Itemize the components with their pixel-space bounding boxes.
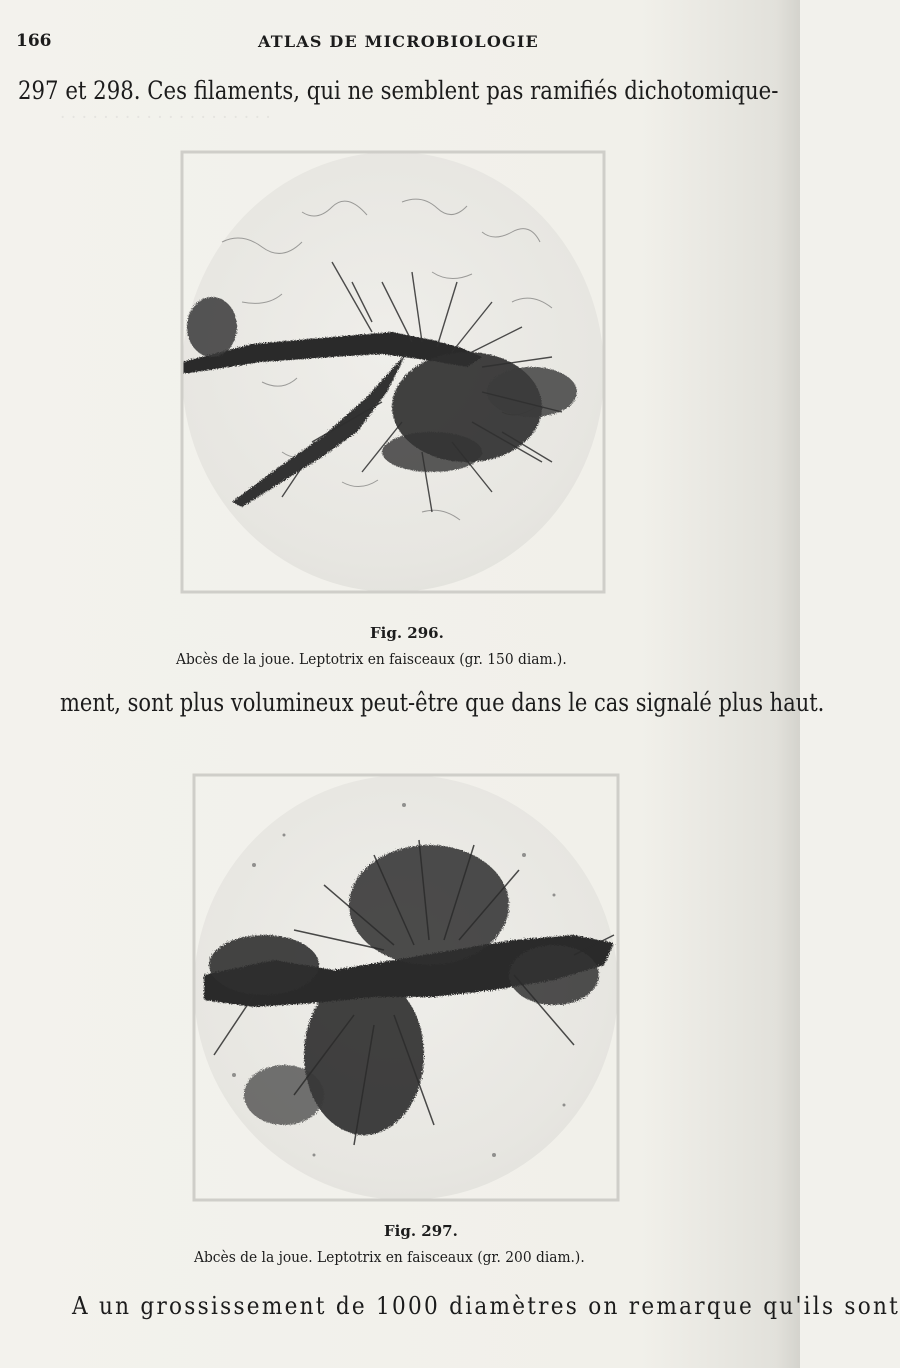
micrograph-fig-297 xyxy=(194,775,618,1200)
figure-297-caption: Abcès de la joue. Leptotrix en faisceaux (gr. 200 diam.). xyxy=(194,1248,585,1266)
body-text-line-3: A un grossissement de 1000 diamètres on remarque qu'ils sont xyxy=(72,1292,900,1320)
figure-296-label: Fig. 296. xyxy=(370,624,444,642)
page-number: 166 xyxy=(16,31,52,51)
body-text-line-1: 297 et 298. Ces filaments, qui ne semblent pas ramifiés dichotomique- xyxy=(18,76,779,105)
page-header xyxy=(0,30,800,52)
figure-297-label: Fig. 297. xyxy=(384,1222,458,1240)
body-text-line-2: ment, sont plus volumineux peut-être que dans le cas signalé plus haut. xyxy=(60,688,825,717)
show-through-text: · · · · · · · · · · · · · · · · · · · · xyxy=(60,108,271,128)
figure-296-caption: Abcès de la joue. Leptotrix en faisceaux (gr. 150 diam.). xyxy=(176,650,567,668)
micrograph-fig-296 xyxy=(182,152,604,592)
running-title: ATLAS DE MICROBIOLOGIE xyxy=(258,32,539,51)
